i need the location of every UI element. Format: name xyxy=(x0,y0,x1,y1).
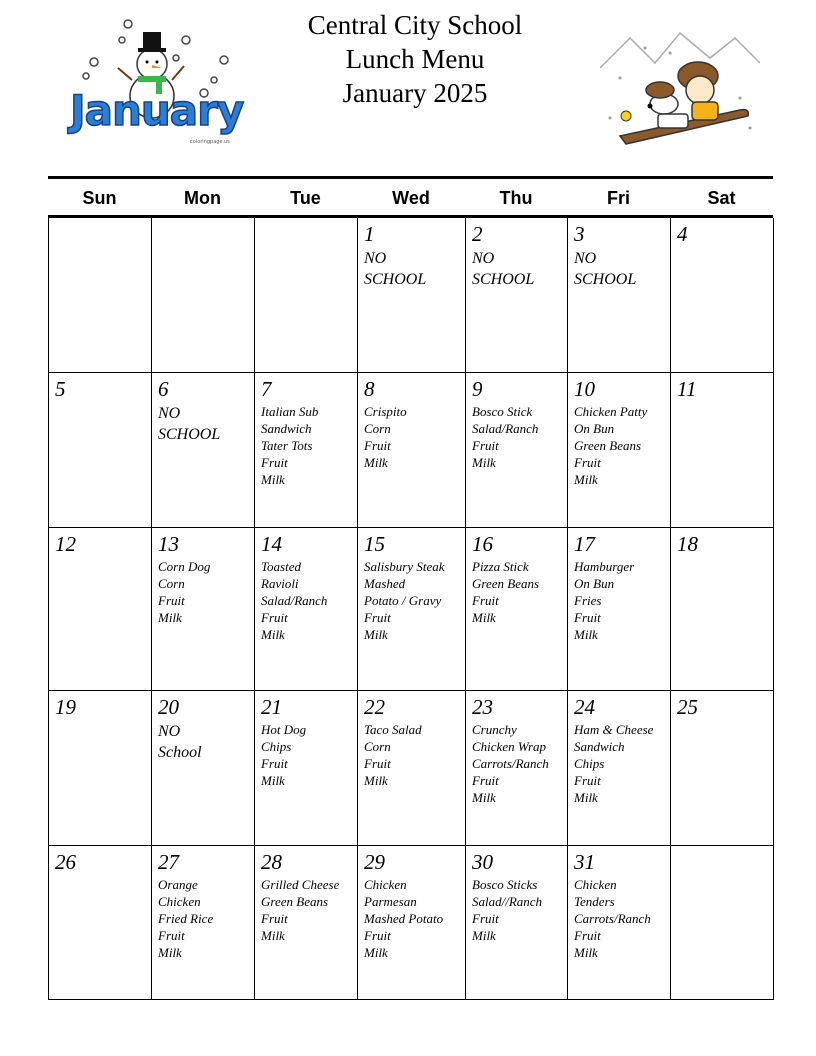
day-number: 28 xyxy=(261,850,282,874)
calendar-grid xyxy=(48,218,773,1000)
calendar-day-cell xyxy=(568,691,671,846)
day-number: 13 xyxy=(158,532,179,556)
day-number: 31 xyxy=(574,850,595,874)
calendar-day-cell xyxy=(152,528,255,691)
sledding-illustration xyxy=(600,18,760,158)
logo-caption: coloringpage.us xyxy=(190,139,230,145)
calendar-day-cell xyxy=(671,691,774,846)
lunch-menu-items: Chicken Parmesan Mashed Potato Fruit Milk xyxy=(364,877,444,960)
lunch-menu-items: Corn Dog Corn Fruit Milk xyxy=(158,559,211,625)
calendar-day-cell xyxy=(358,846,466,1000)
lunch-menu-items: NO SCHOOL xyxy=(574,250,637,288)
lunch-menu-items: Orange Chicken Fried Rice Fruit Milk xyxy=(158,877,214,960)
day-number: 2 xyxy=(472,222,483,246)
day-number: 9 xyxy=(472,377,483,401)
day-number: 25 xyxy=(677,695,698,719)
day-number: 7 xyxy=(261,377,272,401)
day-number: 14 xyxy=(261,532,282,556)
calendar-day-cell xyxy=(671,528,774,691)
weekday-mon: Mon xyxy=(184,188,221,208)
calendar-day-cell xyxy=(358,373,466,528)
lunch-menu-items: Italian Sub Sandwich Tater Tots Fruit Milk xyxy=(261,404,319,487)
day-number: 3 xyxy=(574,222,585,246)
calendar-day-cell xyxy=(49,373,152,528)
day-number: 30 xyxy=(472,850,493,874)
school-name: Central City School xyxy=(307,10,523,40)
lunch-menu-items: Crunchy Chicken Wrap Carrots/Ranch Fruit Milk xyxy=(472,722,549,805)
lunch-menu-items: NO School xyxy=(158,723,202,761)
lunch-menu-items: NO SCHOOL xyxy=(364,250,427,288)
calendar-day-cell xyxy=(255,846,358,1000)
day-number: 27 xyxy=(158,850,179,874)
weekday-header xyxy=(48,176,773,218)
lunch-menu-items: Taco Salad Corn Fruit Milk xyxy=(364,722,422,788)
day-number: 6 xyxy=(158,377,169,401)
lunch-menu-items: Grilled Cheese Green Beans Fruit Milk xyxy=(261,877,340,943)
lunch-menu-items: Pizza Stick Green Beans Fruit Milk xyxy=(472,559,540,625)
weekday-sun: Sun xyxy=(82,188,117,208)
day-number: 26 xyxy=(55,850,76,874)
calendar-day-cell xyxy=(671,373,774,528)
calendar-day-cell xyxy=(255,691,358,846)
calendar-day-cell xyxy=(466,691,568,846)
weekday-thu: Thu xyxy=(499,188,533,208)
day-number: 19 xyxy=(55,695,76,719)
january-snowman-logo xyxy=(64,18,244,158)
calendar-day-cell xyxy=(49,691,152,846)
day-number: 21 xyxy=(261,695,282,719)
calendar-day-cell xyxy=(358,691,466,846)
lunch-menu-items: Hamburger On Bun Fries Fruit Milk xyxy=(574,559,635,642)
day-number: 11 xyxy=(677,377,697,401)
calendar-day-cell xyxy=(358,528,466,691)
calendar-day-cell xyxy=(466,218,568,373)
sled-picture-icon xyxy=(600,18,760,158)
calendar-day-cell xyxy=(255,528,358,691)
lunch-menu-items: Chicken Tenders Carrots/Ranch Fruit Milk xyxy=(574,877,651,960)
day-number: 8 xyxy=(364,377,375,401)
day-number: 18 xyxy=(677,532,698,556)
day-number: 10 xyxy=(574,377,595,401)
day-number: 16 xyxy=(472,532,493,556)
calendar-day-cell xyxy=(49,846,152,1000)
day-number: 17 xyxy=(574,532,595,556)
month-title: January 2025 xyxy=(342,78,488,108)
calendar-day-cell xyxy=(568,846,671,1000)
calendar-day-cell xyxy=(568,218,671,373)
weekday-tue: Tue xyxy=(290,188,321,208)
weekday-fri: Fri xyxy=(606,188,630,208)
calendar-day-cell xyxy=(49,218,152,373)
lunch-menu-items: NO SCHOOL xyxy=(472,250,535,288)
lunch-menu-items: NO SCHOOL xyxy=(158,405,221,443)
calendar-day-cell xyxy=(671,846,774,1000)
lunch-calendar xyxy=(48,176,773,1000)
day-number: 29 xyxy=(364,850,385,874)
day-number: 12 xyxy=(55,532,76,556)
day-number: 24 xyxy=(574,695,595,719)
lunch-menu-items: Bosco Sticks Salad//Ranch Fruit Milk xyxy=(472,877,543,943)
page-title xyxy=(250,8,580,110)
lunch-menu-items: Toasted Ravioli Salad/Ranch Fruit Milk xyxy=(261,559,328,642)
calendar-day-cell xyxy=(49,528,152,691)
calendar-day-cell xyxy=(255,373,358,528)
lunch-menu-items: Crispito Corn Fruit Milk xyxy=(364,404,407,470)
lunch-menu-items: Salisbury Steak Mashed Potato / Gravy Fruit Milk xyxy=(364,559,445,642)
calendar-day-cell xyxy=(255,218,358,373)
calendar-day-cell xyxy=(358,218,466,373)
day-number: 1 xyxy=(364,222,375,246)
lunch-menu-items: Bosco Stick Salad/Ranch Fruit Milk xyxy=(472,404,539,470)
day-number: 5 xyxy=(55,377,66,401)
logo-text: January xyxy=(70,86,244,135)
day-number: 20 xyxy=(158,695,179,719)
lunch-menu-items: Chicken Patty On Bun Green Beans Fruit Milk xyxy=(574,404,648,487)
calendar-day-cell xyxy=(152,846,255,1000)
calendar-day-cell xyxy=(568,528,671,691)
day-number: 4 xyxy=(677,222,688,246)
menu-title: Lunch Menu xyxy=(345,44,485,74)
calendar-day-cell xyxy=(152,218,255,373)
calendar-day-cell xyxy=(568,373,671,528)
weekday-sat: Sat xyxy=(707,188,736,208)
lunch-menu-items: Hot Dog Chips Fruit Milk xyxy=(261,722,307,788)
calendar-day-cell xyxy=(152,373,255,528)
day-number: 22 xyxy=(364,695,385,719)
day-number: 23 xyxy=(472,695,493,719)
calendar-day-cell xyxy=(466,528,568,691)
day-number: 15 xyxy=(364,532,385,556)
calendar-day-cell xyxy=(671,218,774,373)
calendar-day-cell xyxy=(466,846,568,1000)
weekday-wed: Wed xyxy=(392,188,430,208)
lunch-menu-items: Ham & Cheese Sandwich Chips Fruit Milk xyxy=(574,722,654,805)
calendar-day-cell xyxy=(466,373,568,528)
calendar-day-cell xyxy=(152,691,255,846)
